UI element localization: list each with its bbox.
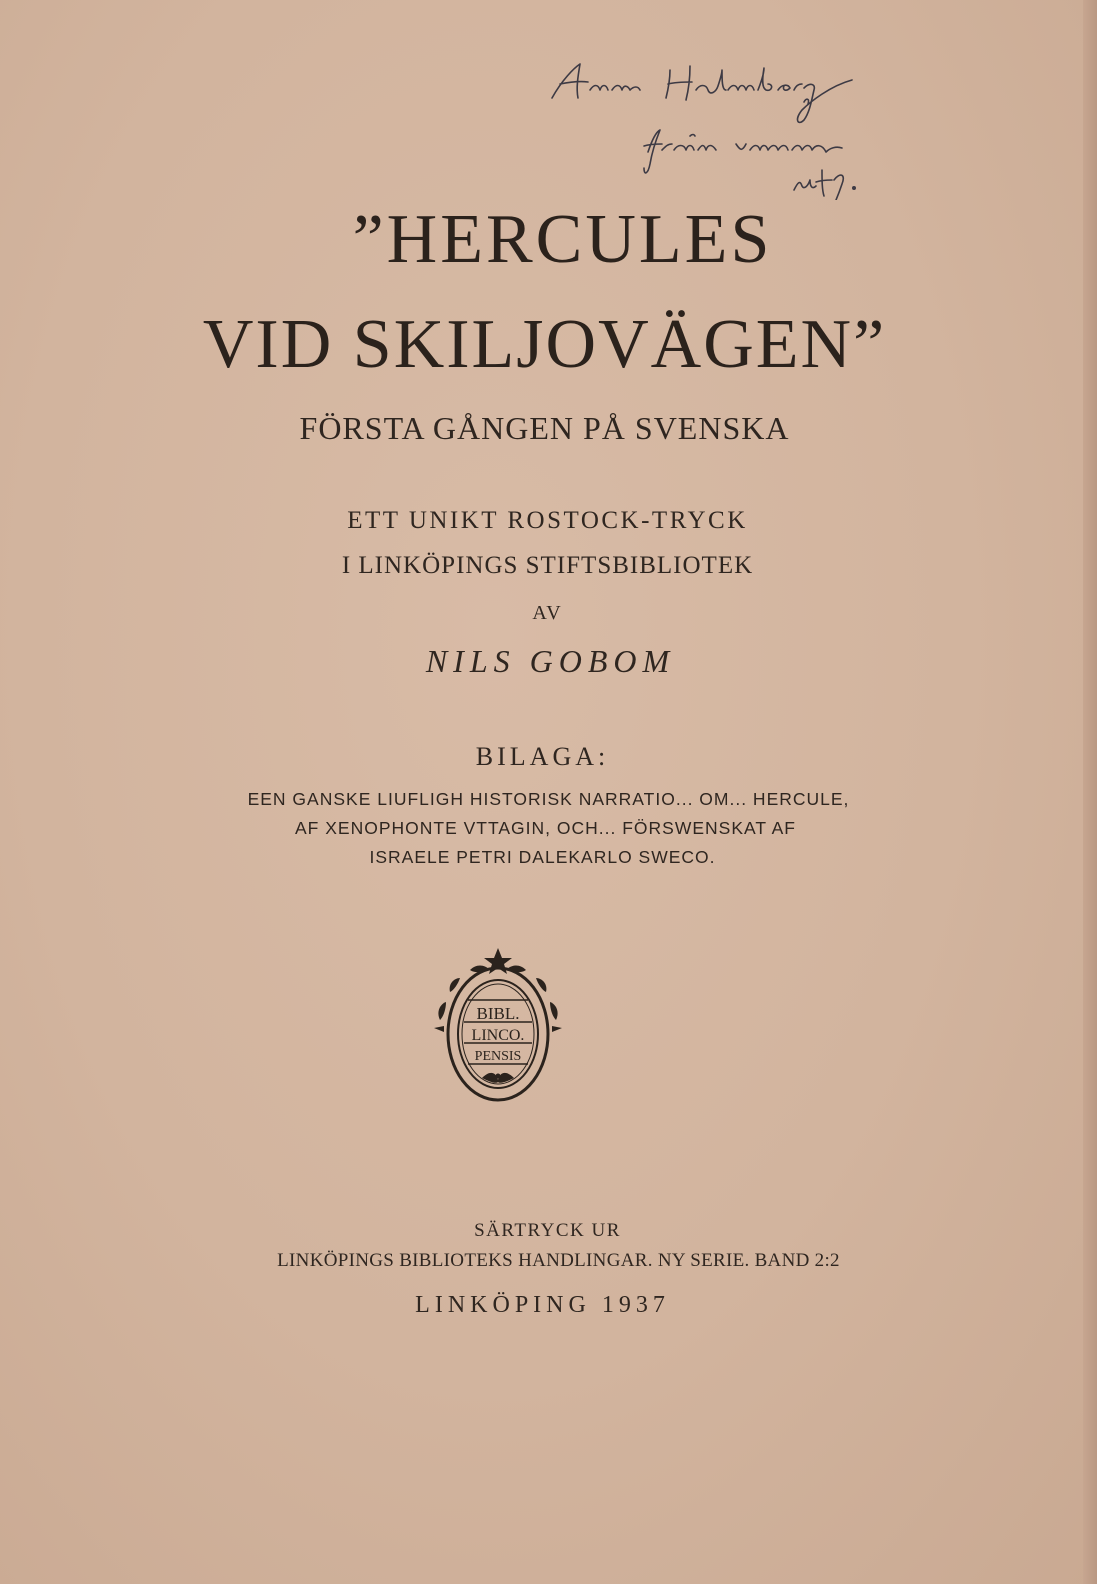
seal-text-2: LINCO. — [471, 1027, 525, 1044]
appendix-heading: BILAGA: — [475, 742, 610, 771]
appendix-line-2: AF XENOPHONTE VTTAGIN, OCH... FÖRSWENSKAT AF — [295, 818, 796, 838]
appendix-line-1: EEN GANSKE LIUFLIGH HISTORISK NARRATIO... OM... HERCULE, — [247, 789, 850, 809]
seal-emblem-icon — [430, 942, 566, 1108]
appendix-line-3: ISRAELE PETRI DALEKARLO SWECO. — [369, 847, 716, 867]
imprint-line-2: LINKÖPINGS BIBLIOTEKS HANDLINGAR. NY SERIE. BAND 2:2 — [277, 1250, 840, 1271]
inscription-line-3 — [880, 40, 881, 41]
imprint-line-3: LINKÖPING 1937 — [415, 1292, 670, 1318]
author-name: NILS GOBOM — [425, 643, 676, 679]
description-line-1: ETT UNIKT ROSTOCK-TRYCK — [347, 507, 748, 534]
title-line-2: VID SKILJOVÄGEN” — [202, 306, 887, 383]
description-line-2: I LINKÖPINGS STIFTSBIBLIOTEK — [341, 552, 754, 579]
imprint-line-1: SÄRTRYCK UR — [474, 1220, 621, 1241]
inscription-line-1 — [880, 40, 881, 41]
subtitle: FÖRSTA GÅNGEN PÅ SVENSKA — [299, 410, 790, 446]
handwritten-inscription — [540, 40, 880, 200]
library-seal — [430, 942, 566, 1108]
title-line-1: ”HERCULES — [352, 201, 773, 278]
signature-icon — [540, 40, 880, 200]
seal-text-1: BIBL. — [476, 1004, 520, 1023]
by-label: AV — [532, 602, 563, 624]
inscription-line-2 — [880, 40, 881, 41]
seal-text-3: PENSIS — [474, 1049, 522, 1064]
